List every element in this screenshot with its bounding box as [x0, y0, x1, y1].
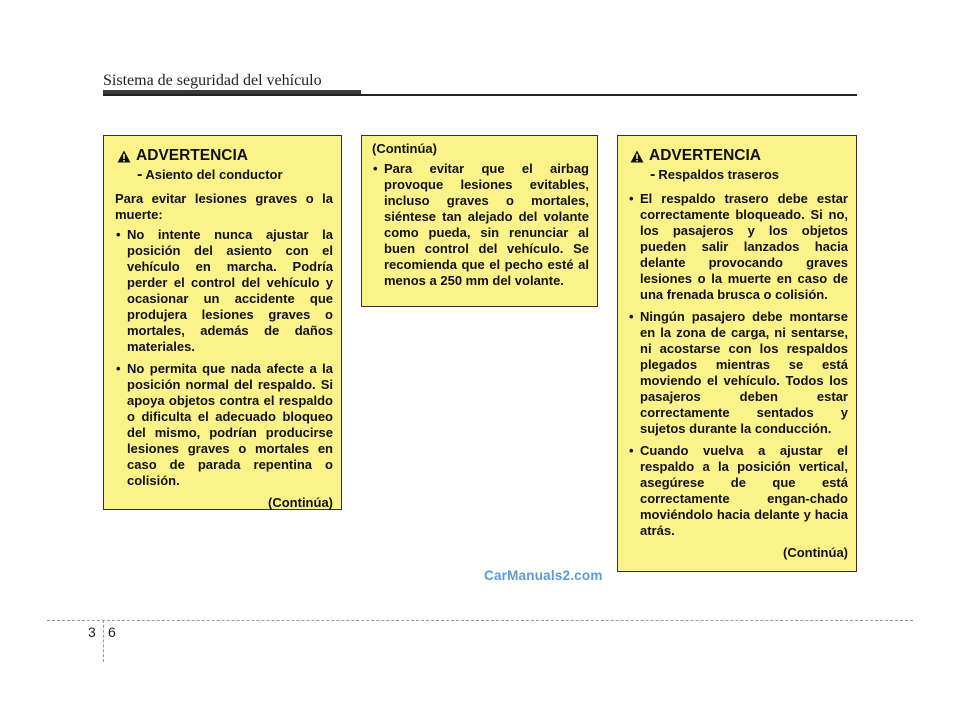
- continues-label: (Continúa): [783, 545, 848, 560]
- footer-divider: [103, 620, 104, 662]
- subtitle-text: Asiento del conductor: [145, 167, 283, 182]
- subtitle-dash: -: [137, 166, 143, 183]
- list-item: • No permita que nada afecte a la posición normal del respaldo. Si apoya objetos contra el respaldo o dificulta el adecuado bloqueo del mismo, podrían producirse lesiones graves o mortales en caso de parada repentina o colisión.: [115, 361, 333, 489]
- warning-subtitle: [137, 167, 333, 183]
- page-number: 6: [108, 624, 116, 640]
- warning-list: [628, 191, 848, 539]
- list-item: • El respaldo trasero debe estar correctamente bloqueado. Si no, los pasajeros y los objetos pueden salir lanzados hacia delante provocando graves lesiones o la muerte en caso de una frenada brusca o colisión.: [628, 191, 848, 303]
- warning-title: ADVERTENCIA: [136, 147, 248, 164]
- warning-list: [372, 161, 589, 289]
- section-title: Sistema de seguridad del vehículo: [103, 72, 322, 89]
- watermark-link[interactable]: CarManuals2.com: [484, 568, 603, 583]
- list-item: • Ningún pasajero debe montarse en la zona de carga, ni sentarse, ni acostarse con los respaldos plegados mientras se está moviendo el vehículo. Todos los pasajeros deben estar correctamente sentados y sujetos durante la conducción.: [628, 309, 848, 437]
- warning-subtitle: [650, 167, 848, 183]
- chapter-number: 3: [88, 624, 96, 640]
- continues-label: (Continúa): [268, 495, 333, 510]
- warning-list: [115, 227, 333, 489]
- subtitle-dash: -: [650, 166, 656, 183]
- list-item: • Cuando vuelva a ajustar el respaldo a la posición vertical, asegúrese de que está correctamente engan-chado moviéndolo hacia delante y hacia atrás.: [628, 443, 848, 539]
- warning-heading: [630, 148, 848, 164]
- list-item: • No intente nunca ajustar la posición del asiento con el vehículo en marcha. Podría perder el control del vehículo y ocasionar un accidente que produjera lesiones graves o mortales, además de daños materiales.: [115, 227, 333, 355]
- footer-rule: [47, 620, 913, 621]
- list-item: • Para evitar que el airbag provoque lesiones evitables, incluso graves o mortales, siéntese tan alejado del volante como pueda, sin renunciar al buen control del vehículo. Se recomienda que el pecho esté al menos a 250 mm del volante.: [372, 161, 589, 289]
- warning-box-rear-seatbacks: [617, 135, 857, 572]
- warning-triangle-icon: [630, 150, 644, 163]
- warning-triangle-icon: [117, 150, 131, 163]
- warning-heading: [117, 148, 333, 164]
- continued-label: (Continúa): [372, 141, 437, 156]
- warning-box-continued: [361, 135, 598, 307]
- warning-title: ADVERTENCIA: [649, 147, 761, 164]
- subtitle-text: Respaldos traseros: [658, 167, 779, 182]
- header-rule: [103, 94, 857, 96]
- warning-box-driver-seat: [103, 135, 342, 510]
- warning-intro: Para evitar lesiones graves o la muerte:: [115, 191, 333, 222]
